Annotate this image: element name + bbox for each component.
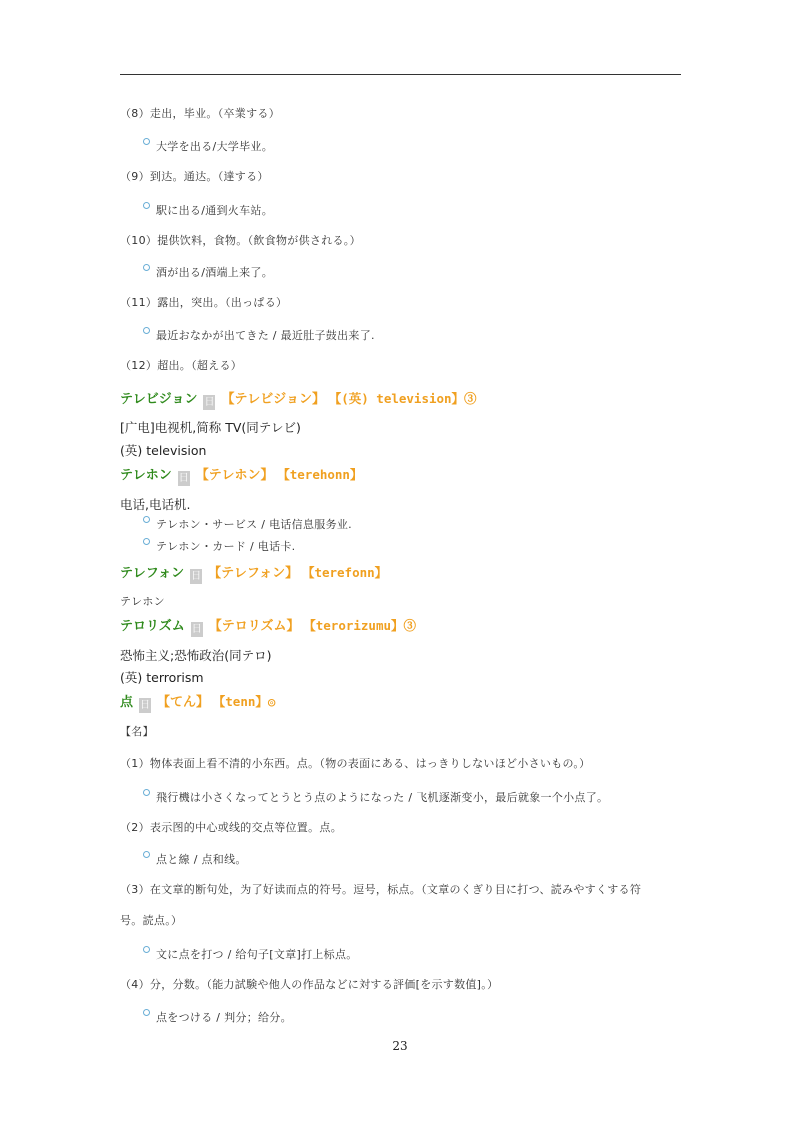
romaji-reading: 【terehonn】 — [283, 467, 363, 482]
bullet-circle-icon — [143, 264, 150, 271]
definition: [广电]电视机,简称 TV(同テレビ) — [120, 420, 301, 435]
definition-english: (英) terrorism — [120, 670, 204, 685]
sense-10: （10）提供饮料，食物。（飲食物が供される。） — [120, 234, 361, 247]
sense-3: （3）在文章的断句处，为了好读而点的符号。逗号，标点。（文章のくぎり目に打つ、読みやすくする符 — [120, 883, 642, 896]
headword-telephone — [120, 464, 362, 486]
headword: テレビジョン — [120, 392, 198, 407]
headword: テレフォン — [120, 566, 185, 581]
example-text: テレホン・サービス / 电话信息服务业. — [156, 518, 352, 531]
sense-2: （2）表示图的中心或线的交点等位置。点。 — [120, 821, 342, 834]
japanese-flag-icon: 日 — [191, 624, 202, 635]
japanese-flag-icon: 日 — [178, 473, 189, 484]
sense-9: （9）到达。通达。（達する） — [120, 170, 269, 183]
cross-reference: テレホン — [120, 595, 165, 608]
headword-television — [120, 388, 477, 410]
sense-8: （8）走出，毕业。（卒業する） — [120, 107, 280, 120]
page-number: 23 — [392, 1039, 408, 1053]
example-2 — [143, 851, 247, 867]
example-9 — [143, 202, 273, 218]
example-text: 文に点を打つ / 给句子[文章]打上标点。 — [156, 948, 358, 961]
bullet-circle-icon — [143, 789, 150, 796]
bullet-circle-icon — [143, 202, 150, 209]
bullet-circle-icon — [143, 851, 150, 858]
header-rule — [120, 74, 681, 75]
definition: 电话,电话机. — [120, 497, 191, 512]
bullet-circle-icon — [143, 1009, 150, 1016]
bullet-circle-icon — [143, 946, 150, 953]
example-8 — [143, 138, 273, 154]
sense-3-continued: 号。読点。） — [120, 914, 183, 927]
example-text: 点と線 / 点和线。 — [156, 853, 247, 866]
example-text: 飛行機は小さくなってとうとう点のようになった / 飞机逐渐变小，最后就象一个小点了。 — [156, 791, 609, 804]
example-text: 駅に出る/通到火车站。 — [156, 204, 274, 217]
bullet-circle-icon — [143, 516, 150, 523]
example-text: 点をつける / 判分；给分。 — [156, 1011, 292, 1024]
example-text: 酒が出る/酒端上来了。 — [156, 266, 274, 279]
romaji-reading: 【tenn】◎ — [219, 694, 276, 709]
headword: テロリズム — [120, 619, 185, 634]
japanese-flag-icon: 日 — [140, 700, 151, 711]
japanese-flag-icon: 日 — [204, 397, 215, 408]
headword-telefon — [120, 562, 387, 584]
example-telephone-card — [143, 538, 295, 554]
example-telephone-service — [143, 516, 352, 532]
example-3 — [143, 946, 358, 962]
romaji-reading: 【terefonn】 — [308, 565, 388, 580]
japanese-flag-icon: 日 — [191, 571, 202, 582]
definition-english: (英) television — [120, 443, 207, 458]
headword-ten — [120, 691, 275, 713]
kana-reading: 【てん】 — [157, 695, 210, 710]
headword: 点 — [120, 695, 134, 710]
example-text: テレホン・カード / 电话卡. — [156, 540, 296, 553]
bullet-circle-icon — [143, 138, 150, 145]
part-of-speech: 【名】 — [120, 725, 154, 738]
bullet-circle-icon — [143, 327, 150, 334]
example-text: 最近おなかが出てきた / 最近肚子鼓出来了. — [156, 329, 375, 342]
kana-reading: 【テレフォン】 — [208, 566, 299, 581]
kana-reading: 【テロリズム】 — [208, 619, 300, 634]
example-1 — [143, 789, 608, 805]
romaji-reading: 【(英) television】③ — [334, 391, 477, 406]
example-10 — [143, 264, 273, 280]
kana-reading: 【テレビジョン】 — [221, 392, 325, 407]
sense-11: （11）露出，突出。（出っぱる） — [120, 296, 288, 309]
headword: テレホン — [120, 468, 172, 483]
example-11 — [143, 327, 375, 343]
kana-reading: 【テレホン】 — [195, 468, 274, 483]
sense-1: （1）物体表面上看不清的小东西。点。（物の表面にある、はっきりしないほど小さいもの。） — [120, 757, 591, 770]
example-text: 大学を出る/大学毕业。 — [156, 140, 274, 153]
example-4 — [143, 1009, 292, 1025]
definition: 恐怖主义;恐怖政治(同テロ) — [120, 648, 272, 663]
sense-4: （4）分，分数。（能力試験や他人の作品などに対する評価[を示す数值]。） — [120, 978, 499, 991]
sense-12: （12）超出。（超える） — [120, 359, 243, 372]
bullet-circle-icon — [143, 538, 150, 545]
romaji-reading: 【terorizumu】③ — [309, 618, 417, 633]
headword-terrorism — [120, 615, 416, 637]
